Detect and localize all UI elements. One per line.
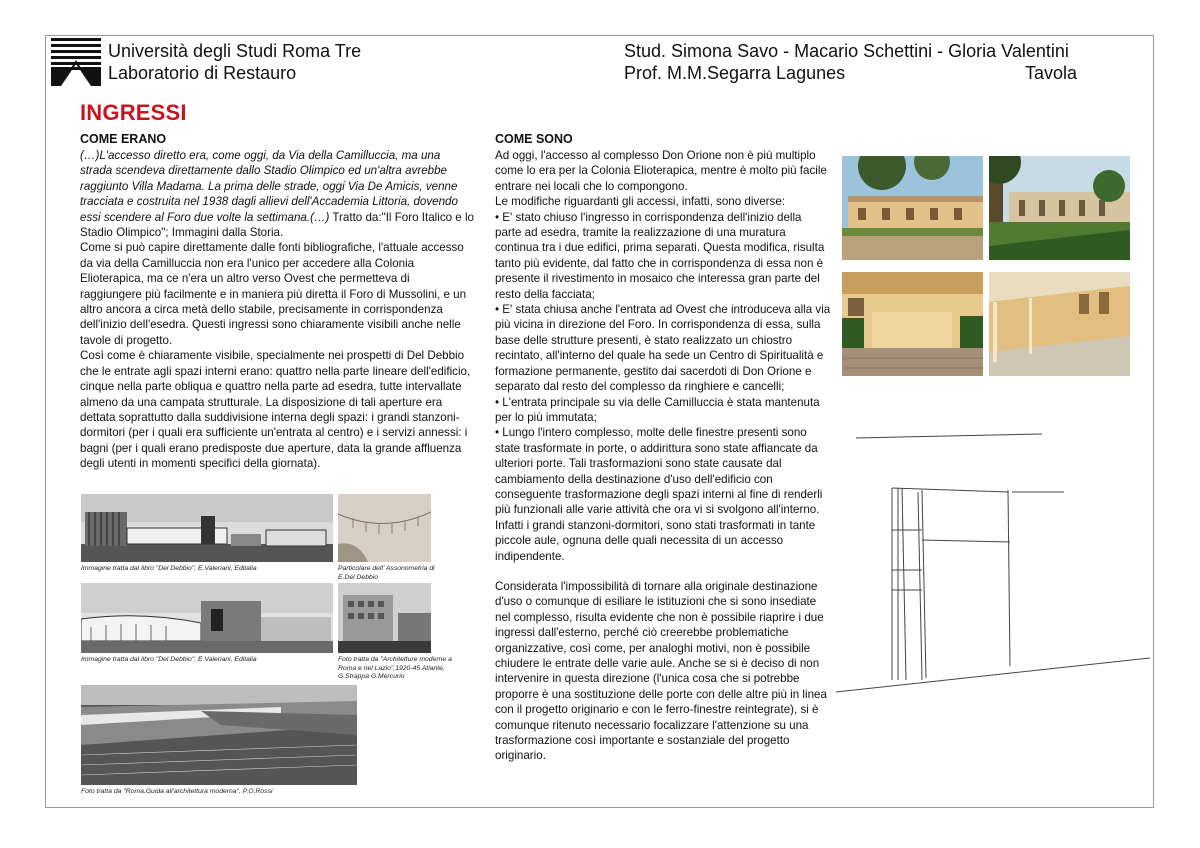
tavola-label: Tavola bbox=[1025, 63, 1078, 83]
current-photo-facade bbox=[842, 156, 983, 260]
quote-source: Tratto da:"Il Foro Italico e lo Stadio Olimpico"; Immagini dalla Storia. bbox=[80, 210, 474, 240]
come-erano-text bbox=[80, 148, 474, 472]
come-erano-paragraph-1: Come si può capire direttamente dalle fonti bibliografiche, l'attuale accesso da via della Camilluccia non era l'unico per accedere alla Colonia Elioterapica, ma ce n'era un altro verso Ovest che permetteva di raggiungere più facilmente e in maniera più diretta il Foro di Mussolini, e un altro ancora a circa metà dello stabile, precisamente in corrispondenza dell'inizio dell'esedra. Questi ingressi sono chiaramente visibili anche nelle tavole di progetto. bbox=[80, 241, 467, 347]
come-erano-heading: COME ERANO bbox=[80, 132, 167, 146]
come-sono-paragraph-1: Ad oggi, l'accesso al complesso Don Orione non è più multiplo come lo era per la Colonia Elioterapica, mentre è molto più facile entrare nei locali che lo compongono. bbox=[495, 149, 827, 193]
page-title: INGRESSI bbox=[80, 100, 187, 125]
students-names: Stud. Simona Savo - Macario Schettini - Gloria Valentini bbox=[624, 41, 1069, 61]
come-sono-heading: COME SONO bbox=[495, 132, 573, 146]
historic-drawing-image-1 bbox=[81, 494, 333, 562]
caption-image-1: Immagine tratta dal libro "Del Debbio", E.Valeriani, Editalia bbox=[81, 565, 257, 572]
current-photo-wall bbox=[842, 272, 983, 376]
come-sono-bullet-3: • L'entrata principale su via delle Camilluccia è stata mantenuta per lo più immutata; bbox=[495, 395, 820, 424]
assonometria-detail-image bbox=[338, 494, 431, 562]
historic-aerial-photo bbox=[81, 685, 357, 785]
quote-text: (…)L'accesso diretto era, come oggi, da Via della Camilluccia, ma una strada scendeva direttamente dallo Stadio Olimpico ed un'altra avrebbe raggiunto Villa Madama. La prima delle strade, oggi Via De Amicis, venne tracciata e costruita nel 1938 dagli allievi dell'Accademia Littoria, dovendo essi scendere al Foro due volte la settimana.(…) bbox=[80, 149, 458, 224]
come-sono-paragraph-3: Considerata l'impossibilità di tornare alla originale destinazione d'uso o comunque di esiliare le istituzioni che si sono insediate nel complesso, risulta evidente che non è possibile riaprire i due ingressi dall'esterno, perché ciò creerebbe problematiche organizzative, così come, per analoghi motivi, non è possibile chiudere le entrate delle varie aule. Anche se si è deciso di non intervenire in questa direzione (l'unica cosa che si potrebbe proporre è una sostituzione delle porte con delle altre più in linea con il progetto originario e con le ferro-finestre reintegrate), si è comunque ritenuto necessario focalizzare l'attenzione su una trasformazione così importante e sostanziale del progetto originario. bbox=[495, 579, 827, 763]
come-sono-bullet-1: • E' stato chiuso l'ingresso in corrispondenza dell'inizio della parte ad esedra, tramite la realizzazione di una muratura continua tra i due edifici, prima separati. Questa modifica, risulta tanto più evidente, dal fatto che in corrispondenza di essa non è presente il rivestimento in mosaico che interessa gran parte del resto della facciata; bbox=[495, 210, 825, 301]
university-name: Università degli Studi Roma Tre bbox=[108, 41, 362, 61]
come-sono-paragraph-2: Le modifiche riguardanti gli accessi, infatti, sono diverse: bbox=[495, 195, 785, 209]
come-erano-paragraph-2: Così come è chiaramente visibile, specialmente nei prospetti di Del Debbio che le entrate agli spazi interni erano: quattro nella parte lineare dell'edificio, cinque nella parte obliqua e quattro nella parte ad esedra, tutte intervallate almeno da una campata strutturale. La disposizione di tali aperture era dettata soprattutto dalla suddivisione interna degli spazi: i grandi stanzoni-dormitori (per i quali era sufficiente un'entrata al centro) e i servizi annessi: i bagni (per i quali erano predisposte due aperture, data la grande affluenza degli utenti in momenti specifici della giornata). bbox=[80, 349, 471, 471]
caption-image-2: Particolare dell' Assonometria di E.Del Debbio bbox=[338, 565, 435, 581]
door-window-sketch bbox=[832, 430, 1150, 700]
current-photo-garden bbox=[989, 156, 1130, 260]
come-sono-bullet-4: • Lungo l'intero complesso, molte delle finestre presenti sono state trasformate in porte, o addirittura sono state affiancate da ulteriori porte. Tali trasformazioni sono state causate dal cambiamento della destinazione d'uso dell'edificio con conseguente trasformazione degli spazi interni al fine di renderli più funzionali alle varie attività che ora vi si svolgono all'interno. Infatti i grandi stanzoni-dormitori, sono stati trasformati in tante piccole aule, ognuna delle quali necessita di un accesso indipendente. bbox=[495, 426, 823, 563]
historic-drawing-image-2 bbox=[81, 583, 333, 653]
laboratory-name: Laboratorio di Restauro bbox=[108, 63, 297, 83]
current-photo-portico bbox=[989, 272, 1130, 376]
come-sono-text bbox=[495, 148, 831, 764]
university-logo bbox=[51, 38, 101, 86]
come-sono-bullet-2: • E' stata chiusa anche l'entrata ad Ovest che introduceva alla via più vicina in direzione del Foro. In corrispondenza di essa, sulla base delle strutture presenti, è stato realizzato un chiostro recintato, all'interno del quale ha sede un Centro di Spiritualità e formazione permanente, gestito dai sacerdoti di Don Orione e separato dal resto del complesso da ringhiere e cancelli; bbox=[495, 303, 831, 394]
professor-name: Prof. M.M.Segarra Lagunes bbox=[624, 63, 846, 83]
historic-photo-image bbox=[338, 583, 431, 653]
caption-image-4: Foto tratta da "Architetture moderne a Roma e nel Lazio",1920-45 Atlante, G.Strappa G.Mercurio bbox=[338, 656, 452, 680]
caption-image-5: Foto tratta da "Roma.Guida all'architettura moderna", P.O.Rossi bbox=[81, 788, 273, 795]
caption-image-3: Immagine tratta dal libro "Del Debbio", E.Valeriani, Editalia bbox=[81, 656, 257, 663]
